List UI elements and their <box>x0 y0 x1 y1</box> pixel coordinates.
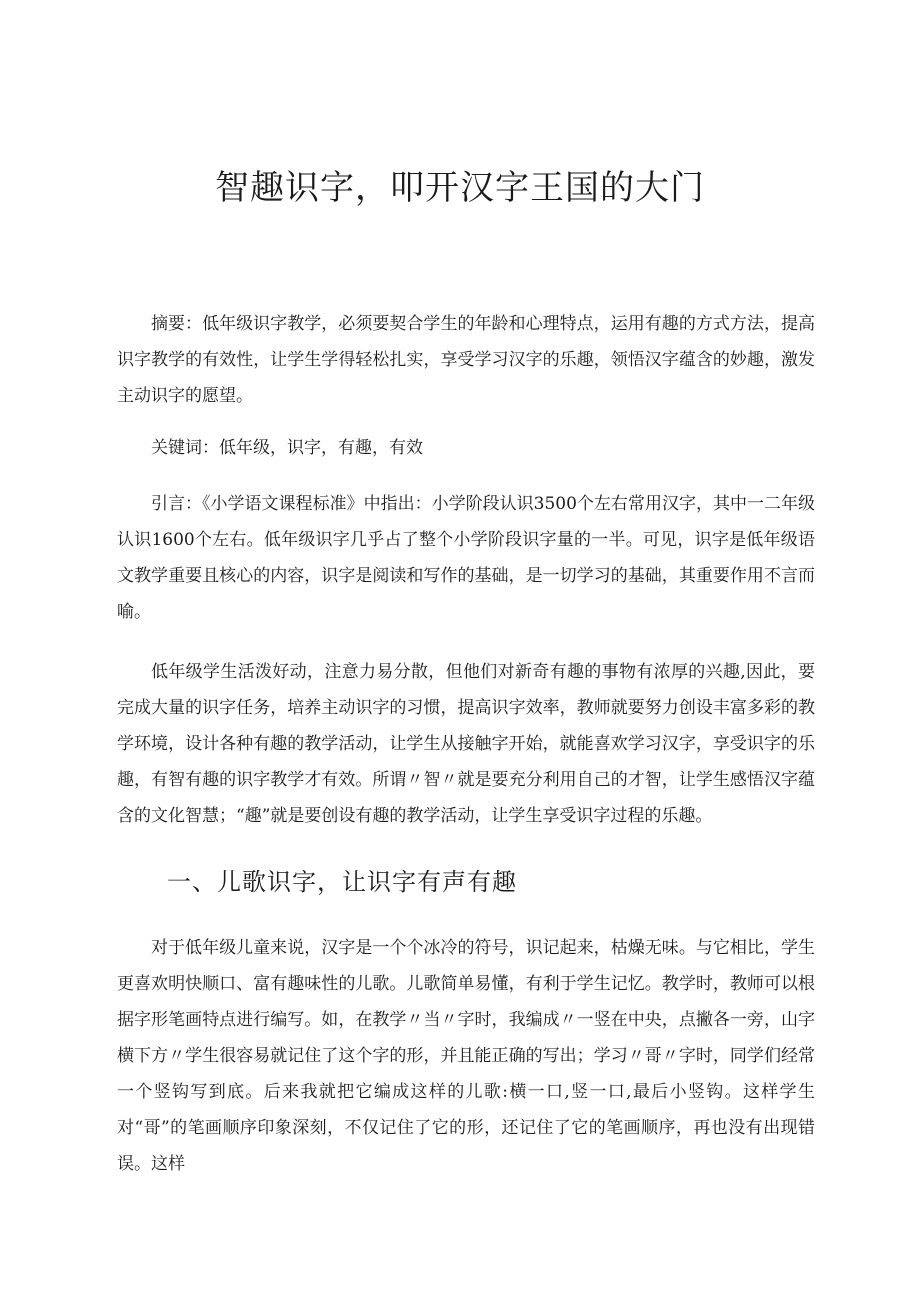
abstract-paragraph: 摘要：低年级识字教学，必须要契合学生的年龄和心理特点，运用有趣的方式方法，提高识字教学的有效性，让学生学得轻松扎实，享受学习汉字的乐趣，领悟汉字蕴含的妙趣，激发主动识字的愿望。 <box>117 314 815 406</box>
keywords-paragraph: 关键词：低年级，识字，有趣，有效 <box>151 438 423 458</box>
introduction-paragraph: 引言：《小学语文课程标准》中指出：小学阶段认识3500个左右常用汉字，其中一二年级认识1600个左右。低年级识字几乎占了整个小学阶段识字量的一半。可见，识字是低年级语文教学重要且核心的内容，识字是阅读和写作的基础，是一切学习的基础，其重要作用不言而喻。 <box>117 494 815 622</box>
section-heading: 一、儿歌识字，让识字有声有趣 <box>167 868 517 896</box>
document-title: 智趣识字，叩开汉字王国的大门 <box>215 168 705 208</box>
body-paragraph: 低年级学生活泼好动，注意力易分散，但他们对新奇有趣的事物有浓厚的兴趣,因此，要完成大量的识字任务，培养主动识字的习惯，提高识字效率，教师就要努力创设丰富多彩的教学环境，设计各种有趣的教学活动，让学生从接触字开始，就能喜欢学习汉字，享受识字的乐趣，有智有趣的识字教学才有效。所谓〃智〃就是要充分利用自己的才智，让学生感悟汉字蕴含的文化智慧；“趣”就是要创设有趣的教学活动，让学生享受识字过程的乐趣。 <box>117 662 815 826</box>
section-paragraph: 对于低年级儿童来说，汉字是一个个冰冷的符号，识记起来，枯燥无味。与它相比，学生更喜欢明快顺口、富有趣味性的儿歌。儿歌简单易懂，有利于学生记忆。教学时，教师可以根据字形笔画特点进行编写。如，在教学〃当〃字时，我编成〃一竖在中央，点撇各一旁，山字横下方〃学生很容易就记住了这个字的形，并且能正确的写出；学习〃哥〃字时，同学们经常一个竖钩写到底。后来我就把它编成这样的儿歌:横一口,竖一口,最后小竖钩。这样学生对“哥”的笔画顺序印象深刻，不仅记住了它的形，还记住了它的笔画顺序，再也没有出现错误。这样 <box>117 938 815 1174</box>
